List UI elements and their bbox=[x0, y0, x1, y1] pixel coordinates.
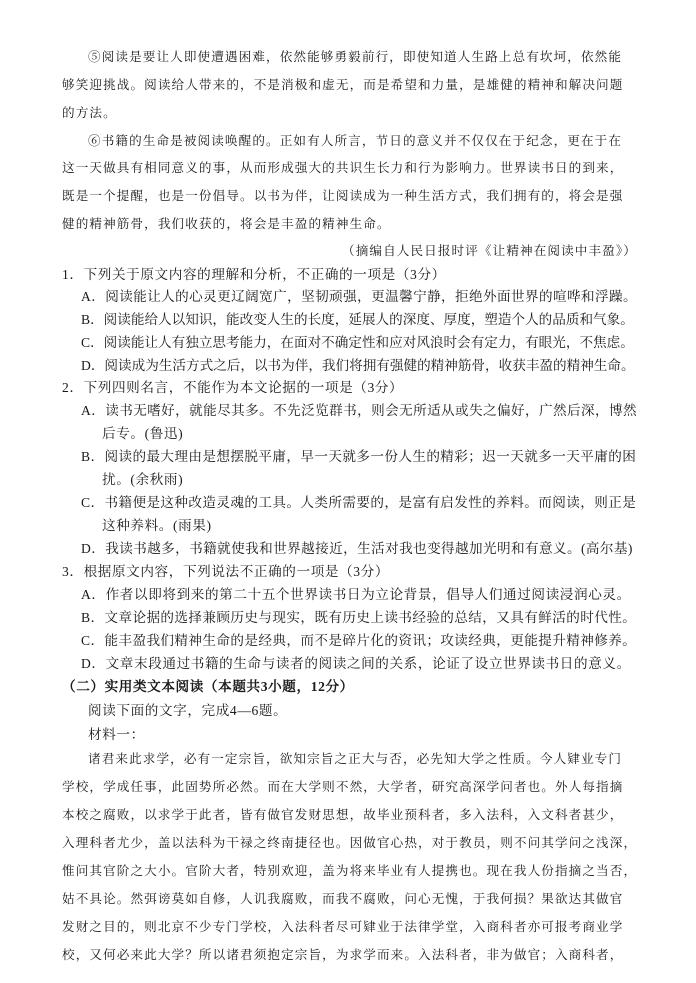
material-1-line-4: 入理科者尤少，盖以法科为干禄之终南捷径也。因做官心热，对于教员，则不问其学问之浅深， bbox=[62, 835, 638, 850]
question-2-option-a-line-1: A．读书无嗜好，就能尽其多。不先泛览群书，则会无所适从或失之偏好，广然后深，博然 bbox=[81, 403, 637, 418]
passage-p6-line-1: ⑥书籍的生命是被阅读唤醒的。正如有人所言，节日的意义并不仅仅在于纪念，更在于在 bbox=[88, 133, 623, 148]
question-1-stem: 1．下列关于原文内容的理解和分析，不正确的一项是（3分） bbox=[62, 267, 446, 282]
question-3-option-d: D．文章末段通过书籍的生命与读者的阅读之间的关系，论证了设立世界读书日的意义。 bbox=[81, 656, 631, 671]
question-1-option-b: B．阅读能给人以知识，能改变人生的长度，延展人的深度、厚度，塑造个人的品质和气象。 bbox=[81, 312, 634, 327]
passage-p6-line-4: 健的精神筋骨，我们收获的，将会是丰盈的精神生命。 bbox=[62, 216, 391, 231]
question-2-option-d: D．我读书越多，书籍就使我和世界越接近，生活对我也变得越加光明和有意义。(高尔基) bbox=[81, 541, 633, 556]
passage-source: （摘编自人民日报时评《让精神在阅读中丰盈》） bbox=[342, 243, 637, 258]
material-1-label: 材料一： bbox=[88, 727, 145, 742]
material-1-line-7: 发财之目的，则北京不少专门学校，入法科者尽可肄业于法律学堂，入商科者亦可报考商业学 bbox=[62, 919, 624, 934]
question-2-stem: 2．下列四则名言，不能作为本文论据的一项是（3分） bbox=[62, 380, 404, 395]
question-3-option-b: B．文章论据的选择兼顾历史与现实，既有历史上读书经验的总结，又具有鲜活的时代性。 bbox=[81, 610, 637, 625]
question-2-option-b-line-2: 扰。(余秋雨) bbox=[102, 472, 184, 487]
material-1-line-2: 学校，学成任事，此固势所必然。而在大学则不然，大学者，研究高深学问者也。外人每指摘 bbox=[62, 779, 624, 794]
material-1-line-5: 惟问其官阶之大小。官阶大者，特别欢迎，盖为将来毕业有人提携也。现在我人份指摘之当否， bbox=[62, 863, 638, 878]
question-3-option-c: C．能丰盈我们精神生命的是经典，而不是碎片化的资讯；攻读经典，更能提升精神修养。 bbox=[81, 633, 637, 648]
passage-p5-line-2: 够笑迎挑战。阅读给人带来的，不是消极和虚无，而是希望和力量，是雄健的精神和解决问题 bbox=[62, 77, 624, 92]
material-1-line-1: 诸君来此求学，必有一定宗旨，欲知宗旨之正大与否，必先知大学之性质。今人肄业专门 bbox=[88, 751, 623, 766]
section-2-heading: （二）实用类文本阅读（本题共3小题，12分） bbox=[62, 679, 354, 694]
section-2-instruction: 阅读下面的文字，完成4—6题。 bbox=[88, 703, 288, 718]
question-2-option-b-line-1: B．阅读的最大理由是想摆脱平庸，早一天就多一份人生的精彩；迟一天就多一天平庸的困 bbox=[81, 449, 637, 464]
passage-p6-line-3: 既是一个提醒，也是一份倡导。以书为伴，让阅读成为一种生活方式，我们拥有的，将会是强 bbox=[62, 188, 624, 203]
material-1-line-8: 校，又何必来此大学？所以诸君须抱定宗旨，为求学而来。入法科者，非为做官；入商科者， bbox=[62, 947, 624, 962]
question-1-option-a: A．阅读能让人的心灵更辽阔宽广，坚韧顽强，更温馨宁静，拒绝外面世界的喧哗和浮躁。 bbox=[81, 289, 637, 304]
question-3-option-a: A．作者以即将到来的第二十五个世界读书日为立论背景，倡导人们通过阅读浸润心灵。 bbox=[81, 587, 631, 602]
passage-p5-line-1: ⑤阅读是要让人即使遭遇困难，依然能够勇毅前行，即使知道人生路上总有坎坷，依然能 bbox=[88, 49, 623, 64]
question-2-option-c-line-2: 这种养料。(雨果) bbox=[102, 518, 212, 533]
question-1-option-d: D．阅读成为生活方式之后，以书为伴，我们将拥有强健的精神筋骨，收获丰盈的精神生命。 bbox=[81, 358, 635, 373]
question-2-option-c-line-1: C．书籍便是这种改造灵魂的工具。人类所需要的，是富有启发性的养料。而阅读，则正是 bbox=[81, 495, 637, 510]
question-3-stem: 3．根据原文内容，下列说法不正确的一项是（3分） bbox=[62, 564, 390, 579]
question-2-option-a-line-2: 后专。(鲁迅) bbox=[102, 426, 184, 441]
material-1-line-6: 姑不具论。然弭谤莫如自修，人讥我腐败，而我不腐败，问心无愧，于我何损？果欲达其做官 bbox=[62, 891, 624, 906]
passage-p5-line-3: 的方法。 bbox=[62, 105, 117, 120]
question-1-option-c: C．阅读能让人有独立思考能力，在面对不确定性和应对风浪时会有定力，有眼光，不焦虑。 bbox=[81, 335, 634, 350]
passage-p6-line-2: 这一天做具有相同意义的事，从而形成强大的共识生长力和行为影响力。世界读书日的到来， bbox=[62, 160, 624, 175]
material-1-line-3: 本校之腐败，以求学于此者，皆有做官发财思想，故毕业预科者，多入法科，入文科者甚少， bbox=[62, 807, 624, 822]
